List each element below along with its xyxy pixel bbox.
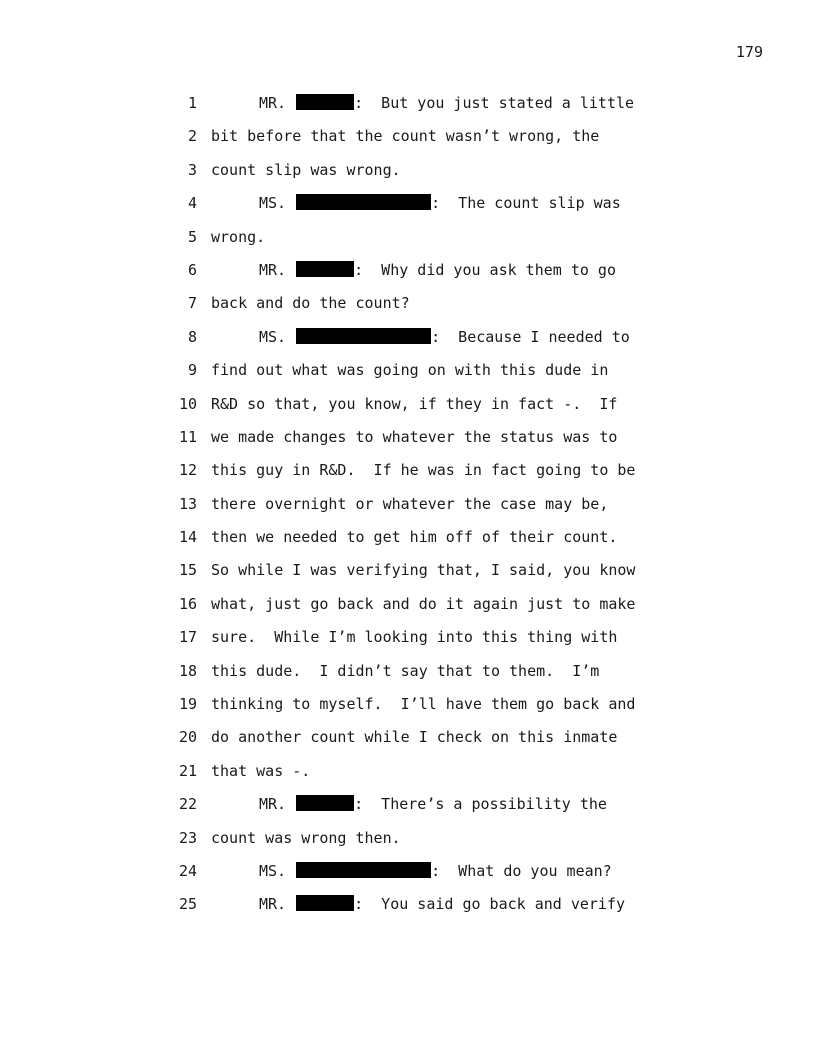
speaker-label: MR.: [259, 895, 287, 914]
transcript-line: [170, 688, 730, 721]
line-number: 22: [178, 795, 197, 814]
line-number: 17: [178, 628, 197, 647]
line-text: [211, 120, 599, 153]
line-content: : You said go back and verify: [354, 895, 626, 914]
line-text: [211, 454, 635, 487]
line-text: [211, 655, 599, 688]
transcript-line: [170, 855, 730, 888]
transcript-line: [170, 621, 730, 654]
line-text: [211, 521, 617, 554]
line-content: back and do the count?: [211, 294, 410, 313]
line-content: this guy in R&D. If he was in fact going to be: [211, 461, 636, 480]
line-number: 16: [178, 594, 197, 613]
redaction-box: [296, 328, 431, 344]
transcript-line: [170, 554, 730, 587]
line-number: 11: [178, 427, 197, 446]
line-content: : But you just stated a little: [354, 94, 635, 112]
line-number: 21: [178, 761, 197, 780]
line-number: 13: [178, 494, 197, 513]
line-text: [211, 621, 617, 654]
speaker-label: MR.: [259, 260, 287, 279]
line-text: [211, 721, 617, 754]
line-text: [211, 321, 630, 354]
line-number: 10: [178, 394, 197, 413]
line-number: 2: [187, 127, 197, 146]
line-content: So while I was verifying that, I said, you know: [211, 561, 636, 580]
speaker-label: MR.: [259, 94, 287, 112]
line-content: that was -.: [211, 761, 311, 780]
line-content: wrong.: [211, 227, 266, 246]
line-number: 1: [187, 94, 197, 112]
line-content: : The count slip was: [431, 194, 621, 213]
line-number: 7: [187, 294, 197, 313]
transcript-line: [170, 87, 730, 120]
line-content: what, just go back and do it again just to make: [211, 594, 636, 613]
line-number: 23: [178, 828, 197, 847]
line-text: [211, 221, 265, 254]
line-number: 9: [187, 361, 197, 380]
line-number: 8: [187, 327, 197, 346]
transcript-line: [170, 221, 730, 254]
line-number: 18: [178, 661, 197, 680]
line-content: : Because I needed to: [431, 327, 630, 346]
transcript-line: [170, 822, 730, 855]
line-number: 12: [178, 461, 197, 480]
transcript-line: [170, 388, 730, 421]
transcript-line: [170, 321, 730, 354]
transcript-line: [170, 187, 730, 220]
line-text: [211, 154, 401, 187]
line-text: [211, 755, 310, 788]
transcript-line: [170, 588, 730, 621]
line-text: [211, 287, 410, 320]
line-content: sure. While I’m looking into this thing with: [211, 628, 618, 647]
redaction-box: [296, 895, 354, 911]
line-number: 25: [178, 895, 197, 914]
speaker-label: MS.: [259, 327, 287, 346]
transcript-line: [170, 154, 730, 187]
redaction-box: [296, 94, 354, 110]
line-text: [211, 87, 634, 120]
line-content: find out what was going on with this dude in: [211, 361, 609, 380]
transcript-line: [170, 354, 730, 387]
redaction-box: [296, 194, 431, 210]
redaction-box: [296, 795, 354, 811]
line-content: : Why did you ask them to go: [354, 260, 616, 279]
line-content: R&D so that, you know, if they in fact -. If: [211, 394, 618, 413]
redaction-box: [296, 862, 431, 878]
line-content: this dude. I didn’t say that to them. I’m: [211, 661, 600, 680]
line-number: 4: [187, 194, 197, 213]
transcript-line: [170, 120, 730, 153]
line-text: [211, 588, 635, 621]
transcript-line: [170, 488, 730, 521]
line-text: [211, 554, 635, 587]
line-content: : There’s a possibility the: [354, 795, 607, 814]
line-content: then we needed to get him off of their count.: [211, 528, 618, 547]
line-text: [211, 354, 608, 387]
line-number: 20: [178, 728, 197, 747]
line-text: [211, 822, 401, 855]
redaction-box: [296, 261, 354, 277]
line-number: 14: [178, 528, 197, 547]
line-text: [211, 187, 621, 220]
line-text: [211, 855, 612, 888]
line-content: do another count while I check on this inmate: [211, 728, 618, 747]
line-number: 5: [187, 227, 197, 246]
transcript-body: [170, 87, 730, 922]
line-content: thinking to myself. I’ll have them go back and: [211, 695, 636, 714]
transcript-line: [170, 521, 730, 554]
line-text: [211, 488, 608, 521]
line-number: 15: [178, 561, 197, 580]
line-number: 6: [187, 260, 197, 279]
line-number: 3: [187, 160, 197, 179]
transcript-line: [170, 721, 730, 754]
line-text: [211, 888, 625, 921]
line-content: we made changes to whatever the status was to: [211, 427, 618, 446]
line-content: : What do you mean?: [431, 861, 612, 880]
speaker-label: MS.: [259, 194, 287, 213]
transcript-line: [170, 454, 730, 487]
line-text: [211, 421, 617, 454]
line-text: [211, 788, 607, 821]
line-text: [211, 254, 616, 287]
transcript-line: [170, 788, 730, 821]
speaker-label: MR.: [259, 795, 287, 814]
transcript-line: [170, 421, 730, 454]
page-number: 179: [735, 43, 763, 61]
line-content: count was wrong then.: [211, 828, 401, 847]
transcript-line: [170, 287, 730, 320]
line-number: 24: [178, 861, 197, 880]
line-text: [211, 388, 617, 421]
line-number: 19: [178, 695, 197, 714]
line-content: bit before that the count wasn’t wrong, the: [211, 127, 600, 146]
transcript-line: [170, 655, 730, 688]
transcript-line: [170, 888, 730, 921]
speaker-label: MS.: [259, 861, 287, 880]
transcript-line: [170, 755, 730, 788]
line-text: [211, 688, 635, 721]
transcript-line: [170, 254, 730, 287]
line-content: count slip was wrong.: [211, 160, 401, 179]
line-content: there overnight or whatever the case may be,: [211, 494, 609, 513]
